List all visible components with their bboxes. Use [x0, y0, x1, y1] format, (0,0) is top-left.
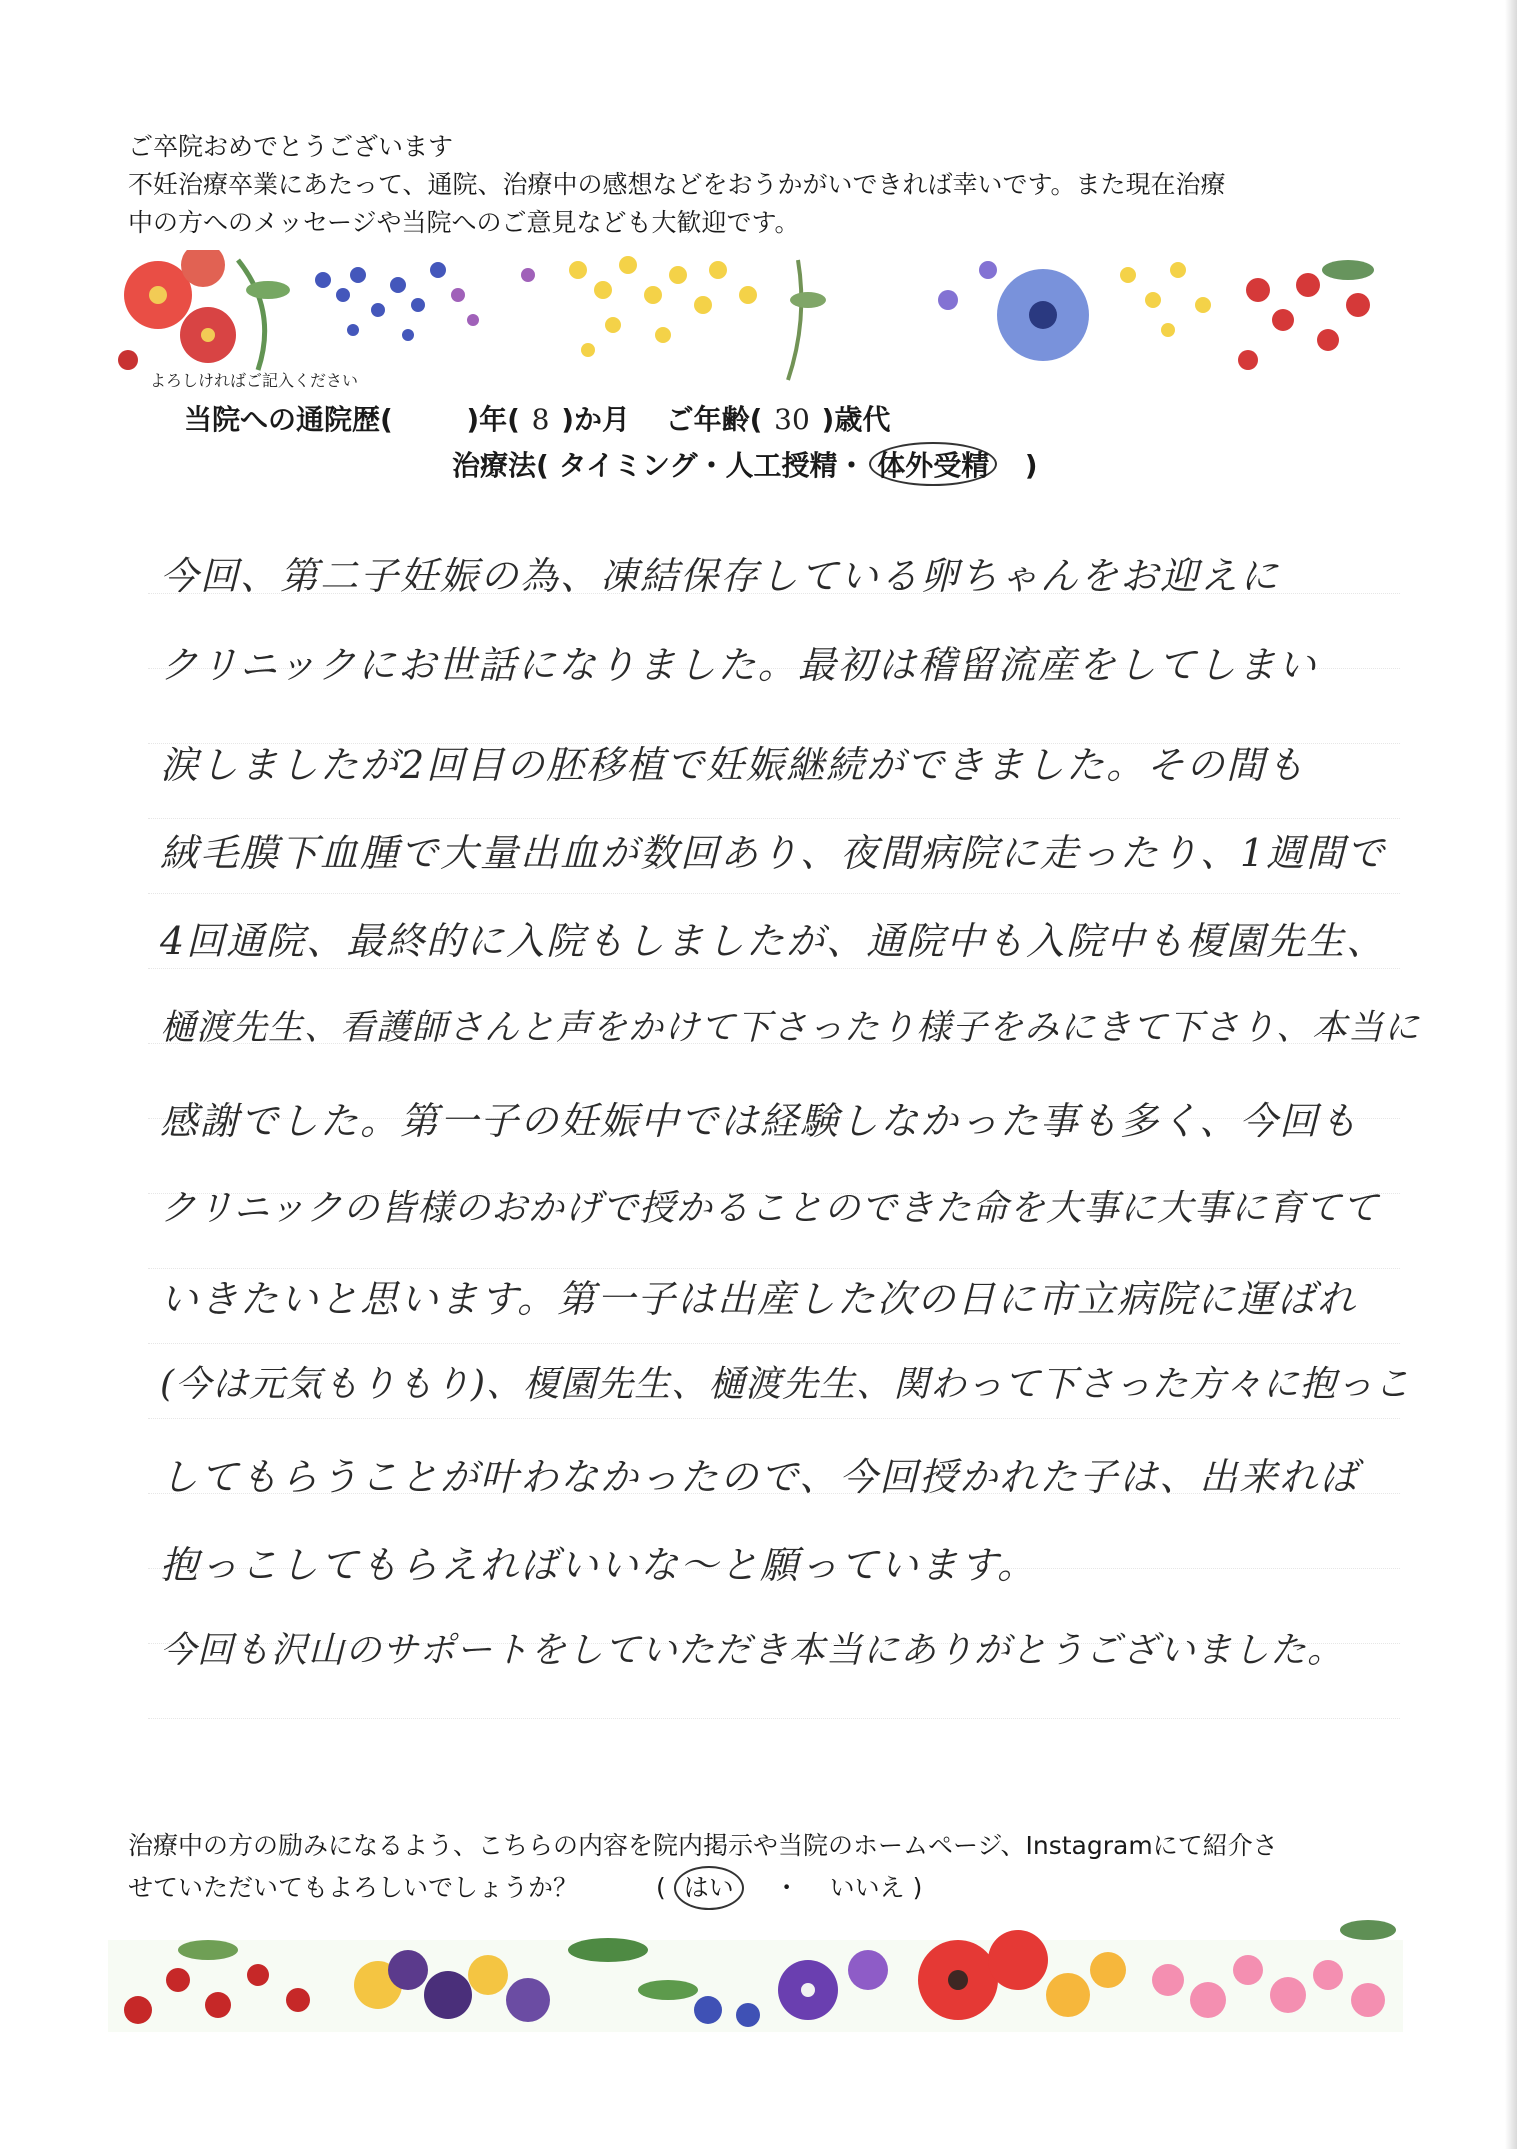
message-line: してもらうことが叶わなかったので、今回授かれた子は、出来れば [160, 1455, 1360, 1499]
consent-line-1: 治療中の方の励みになるよう、こちらの内容を院内掲示や当院のホームページ、Instagramにて紹介さ [128, 1831, 1278, 1860]
message-line: 樋渡先生、看護師さんと声をかけて下さったり様子をみにきて下さり、本当に [160, 1008, 1421, 1048]
floral-banner-bottom [108, 1900, 1403, 2032]
consent-question: せていただいてもよろしいでしょうか？ [128, 1873, 579, 1902]
treatment-options[interactable]: タイミング・人工授精・ [558, 449, 866, 482]
consent-no-option[interactable]: いいえ [829, 1873, 905, 1902]
years-label: )年( [466, 403, 520, 436]
message-line: クリニックの皆様のおかげで授かることのできた命を大事に大事に育てて [160, 1188, 1379, 1229]
treatment-close: ) [1024, 449, 1038, 482]
treatment-row [452, 444, 1038, 484]
message-line: 4回通院、最終的に入院もしましたが、通院中も入院中も榎園先生、 [160, 919, 1387, 963]
consent-open-paren: ( [655, 1873, 666, 1902]
intro-line-3: 中の方へのメッセージや当院へのご意見なども大歓迎です。 [128, 208, 800, 237]
scan-edge [1505, 0, 1517, 2149]
message-line: 絨毛膜下血腫で大量出血が数回あり、夜間病院に走ったり、1週間で [160, 831, 1387, 875]
message-line: 抱っこしてもらえればいいな〜と願っています。 [160, 1543, 1037, 1587]
message-line: 今回、第二子妊娠の為、凍結保存している卵ちゃんをお迎えに [160, 554, 1281, 598]
age-field[interactable]: 30 [774, 403, 810, 436]
message-line: クリニックにお世話になりました。最初は稽留流産をしてしまい [160, 643, 1318, 687]
clinic-history-row [184, 398, 890, 438]
fill-in-note: よろしければご記入ください [150, 371, 359, 390]
history-label: 当院への通院歴( [184, 403, 393, 436]
message-line: いきたいと思います。第一子は出産した次の日に市立病院に運ばれ [160, 1277, 1357, 1321]
months-label: )か月 [561, 403, 631, 436]
consent-yes-option[interactable]: はい [674, 1866, 744, 1910]
age-suffix: )歳代 [821, 403, 891, 436]
consent-separator: ・ [774, 1873, 800, 1902]
message-line: 感謝でした。第一子の妊娠中では経験しなかった事も多く、今回も [160, 1099, 1360, 1143]
publish-consent [128, 1826, 1398, 1910]
intro-line-1: ご卒院おめでとうございます [128, 132, 454, 161]
months-field[interactable]: 8 [531, 403, 550, 436]
message-line: 涙しましたが2回目の胚移植で妊娠継続ができました。その間も [160, 743, 1307, 787]
intro-line-2: 不妊治療卒業にあたって、通院、治療中の感想などをおうかがいできれば幸いです。また現在治療 [128, 170, 1226, 199]
intro-text [128, 128, 1398, 242]
consent-close-paren: ) [912, 1873, 923, 1902]
treatment-label: 治療法( [452, 449, 549, 482]
age-label: ご年齢( [665, 403, 763, 436]
message-line: (今は元気もりもり)、榎園先生、樋渡先生、関わって下さった方々に抱っこ [160, 1364, 1411, 1405]
message-line: 今回も沢山のサポートをしていただき本当にありがとうございました。 [160, 1630, 1345, 1671]
treatment-selected-ivf[interactable]: 体外受精 [869, 442, 997, 486]
